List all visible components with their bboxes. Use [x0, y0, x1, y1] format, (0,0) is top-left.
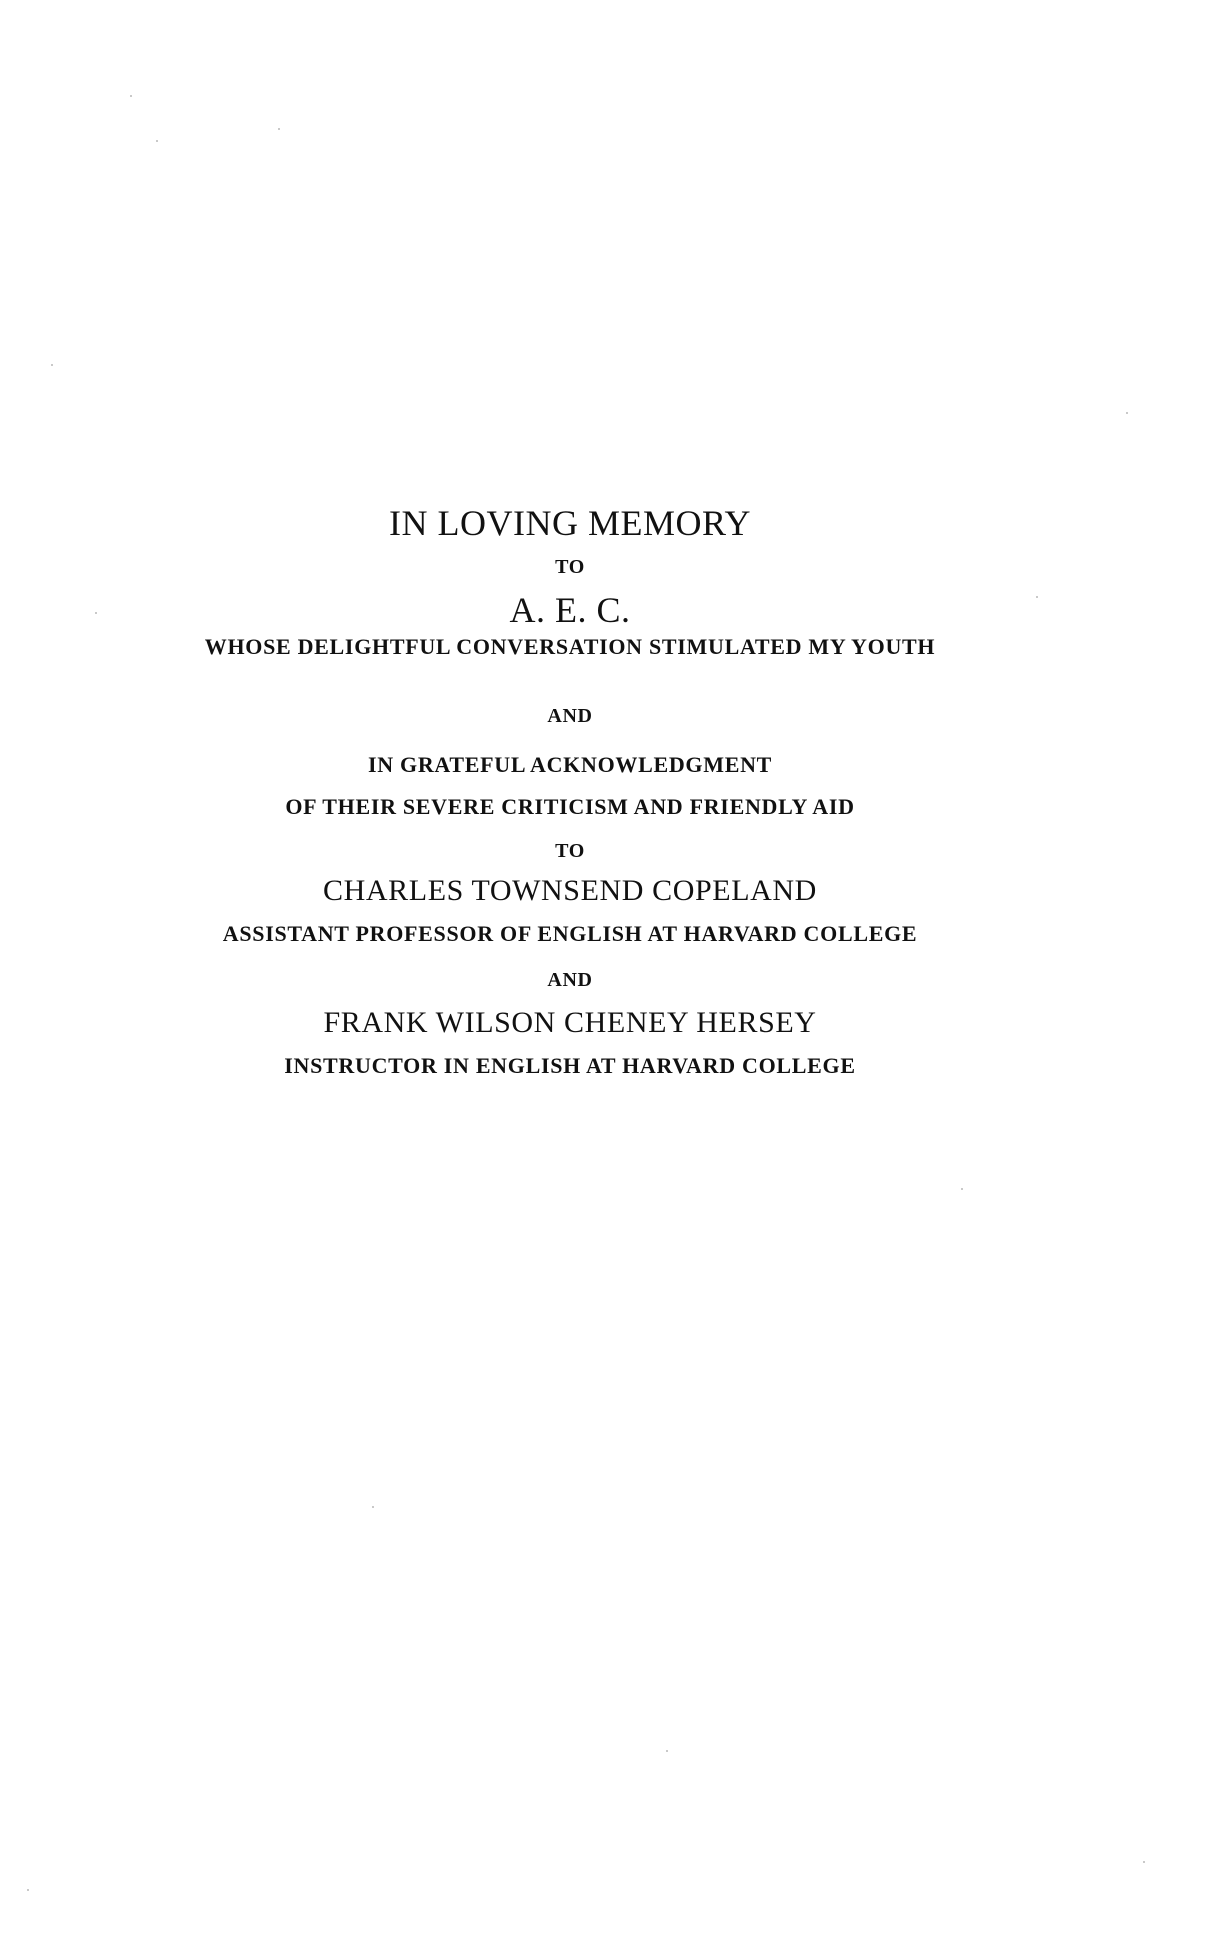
and-line-2: AND — [547, 969, 593, 991]
paper-speckle — [1036, 596, 1038, 598]
to-line-2: TO — [555, 840, 585, 862]
person-2-title: INSTRUCTOR IN ENGLISH AT HARVARD COLLEGE — [284, 1053, 856, 1078]
paper-speckle — [27, 1889, 29, 1891]
initials: A. E. C. — [509, 590, 631, 630]
memory-description: WHOSE DELIGHTFUL CONVERSATION STIMULATED MY YOUTH — [204, 634, 936, 659]
paper-speckle — [1143, 1861, 1145, 1863]
paper-speckle — [95, 612, 97, 614]
and-line-1: AND — [547, 705, 593, 727]
paper-speckle — [278, 128, 280, 130]
acknowledgment-line-1: IN GRATEFUL ACKNOWLEDGMENT — [367, 752, 773, 777]
paper-speckle — [961, 1188, 963, 1190]
person-2-name: FRANK WILSON CHENEY HERSEY — [323, 1006, 817, 1039]
paper-speckle — [372, 1506, 374, 1508]
memory-heading: IN LOVING MEMORY — [389, 503, 751, 543]
paper-speckle — [1126, 412, 1128, 414]
paper-speckle — [130, 95, 132, 97]
paper-speckle — [51, 364, 53, 366]
to-line-1: TO — [555, 556, 585, 578]
paper-speckle — [156, 140, 158, 142]
person-1-title: ASSISTANT PROFESSOR OF ENGLISH AT HARVARD COLLEGE — [222, 921, 918, 946]
person-1-name: CHARLES TOWNSEND COPELAND — [323, 874, 817, 907]
paper-speckle — [666, 1750, 668, 1752]
acknowledgment-line-2: OF THEIR SEVERE CRITICISM AND FRIENDLY AID — [285, 794, 855, 819]
